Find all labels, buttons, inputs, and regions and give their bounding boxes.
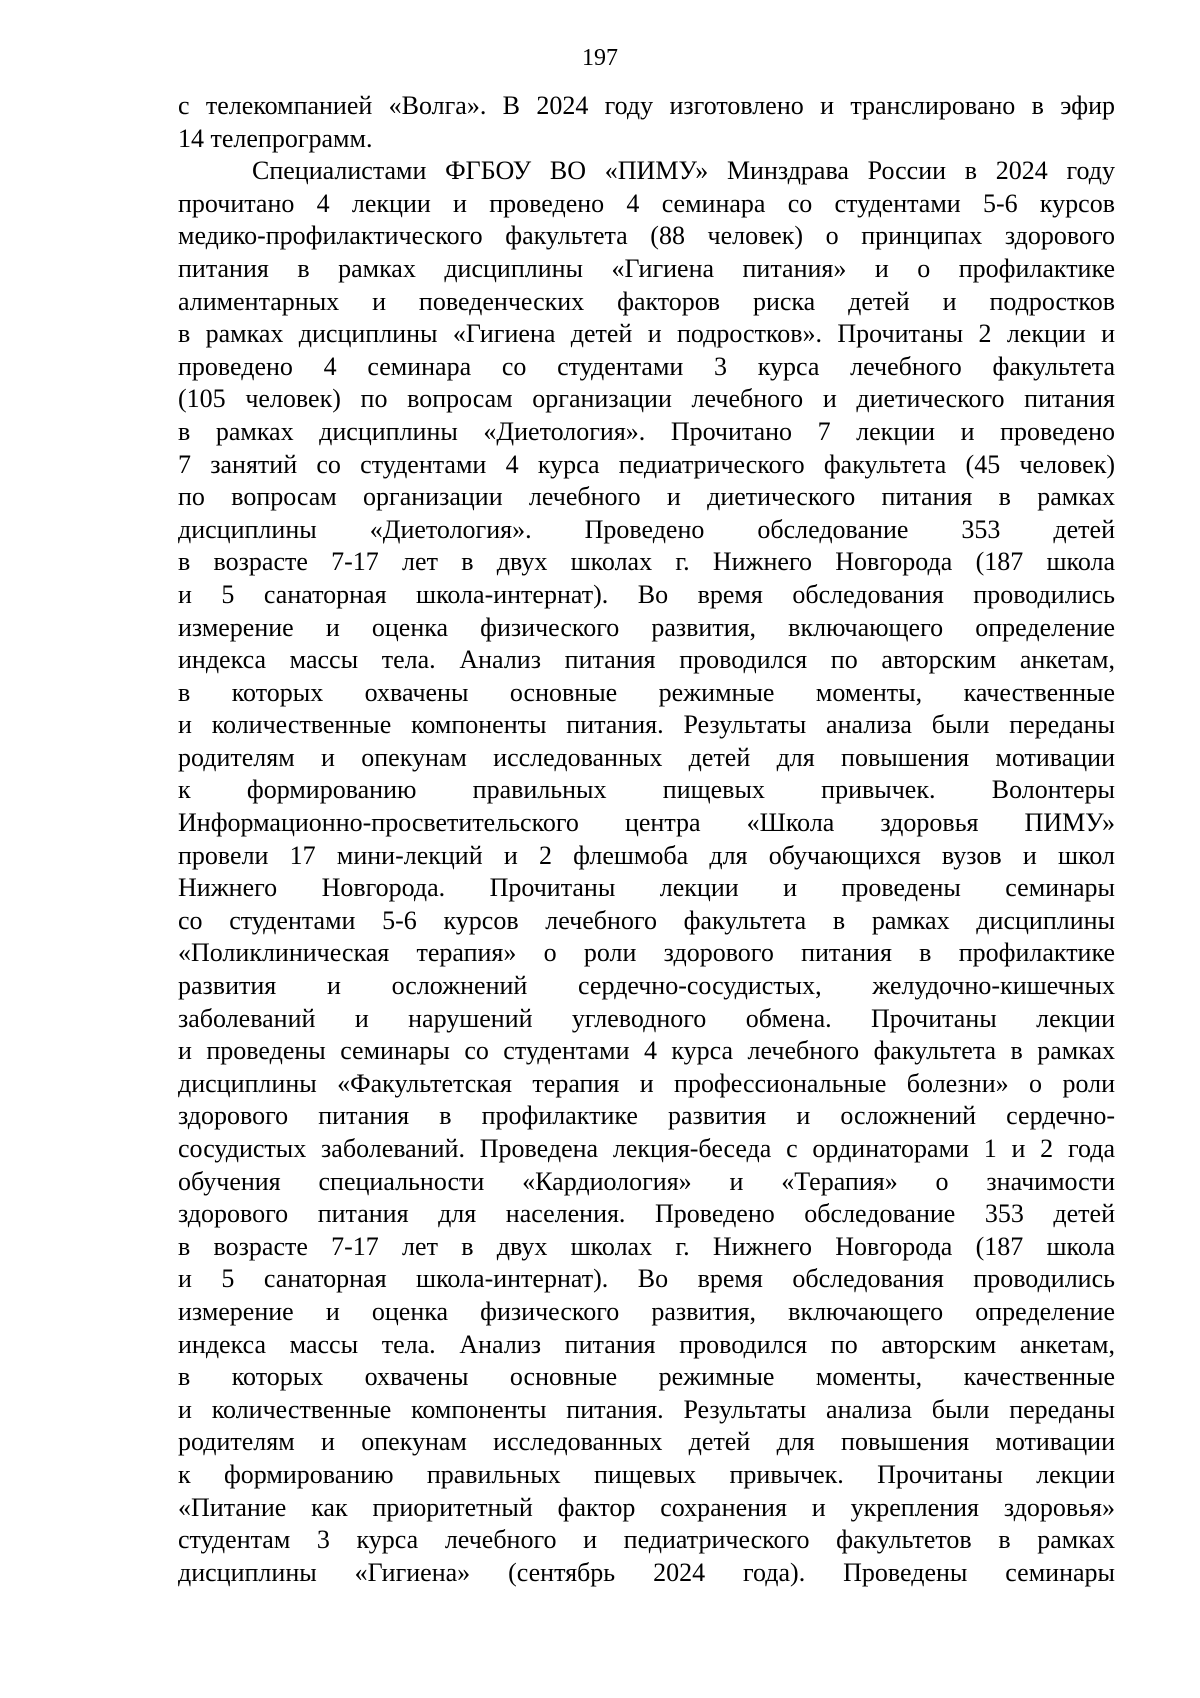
text-line: дисциплины «Диетология». Проведено обследование 353 детей <box>178 514 1115 544</box>
text-line: в возрасте 7-17 лет в двух школах г. Нижнего Новгорода (187 школа <box>178 1231 1115 1261</box>
page-number: 197 <box>582 45 618 71</box>
text-line: Нижнего Новгорода. Прочитаны лекции и проведены семинары <box>178 873 1115 903</box>
text-line: родителям и опекунам исследованных детей для повышения мотивации <box>178 1427 1115 1457</box>
text-line: в рамках дисциплины «Диетология». Прочитано 7 лекции и проведено <box>178 416 1115 446</box>
text-line: с телекомпанией «Волга». В 2024 году изготовлено и транслировано в эфир <box>178 91 1115 120</box>
text-line: со студентами 5-6 курсов лечебного факультета в рамках дисциплины <box>178 905 1115 935</box>
text-line: заболеваний и нарушений углеводного обмена. Прочитаны лекции <box>178 1003 1115 1033</box>
text-line: и проведены семинары со студентами 4 курса лечебного факультета в рамках <box>178 1036 1115 1066</box>
text-line: «Питание как приоритетный фактор сохранения и укрепления здоровья» <box>178 1492 1115 1522</box>
text-line: и количественные компоненты питания. Результаты анализа были переданы <box>178 710 1115 740</box>
text-line: индекса массы тела. Анализ питания проводился по авторским анкетам, <box>178 645 1115 675</box>
text-line: сосудистых заболеваний. Проведена лекция-беседа с ординаторами 1 и 2 года <box>178 1134 1115 1163</box>
text-line: алиментарных и поведенческих факторов риска детей и подростков <box>178 286 1115 316</box>
text-line: Информационно-просветительского центра «Школа здоровья ПИМУ» <box>178 808 1115 838</box>
text-line: «Поликлиническая терапия» о роли здорового питания в профилактике <box>178 938 1115 968</box>
text-line: студентам 3 курса лечебного и педиатрического факультетов в рамках <box>178 1525 1115 1555</box>
text-line: прочитано 4 лекции и проведено 4 семинара со студентами 5-6 курсов <box>178 188 1115 218</box>
text-line: медико-профилактического факультета (88 человек) о принципах здорового <box>178 221 1115 251</box>
text-line: развития и осложнений сердечно-сосудистых, желудочно-кишечных <box>178 971 1115 1001</box>
text-line: в которых охвачены основные режимные моменты, качественные <box>178 677 1115 707</box>
text-line: к формированию правильных пищевых привычек. Прочитаны лекции <box>178 1459 1115 1489</box>
text-line: обучения специальности «Кардиология» и «Терапия» о значимости <box>178 1166 1115 1196</box>
text-line: дисциплины «Гигиена» (сентябрь 2024 года). Проведены семинары <box>178 1557 1115 1587</box>
text-line: в рамках дисциплины «Гигиена детей и подростков». Прочитаны 2 лекции и <box>178 319 1115 349</box>
text-line: (105 человек) по вопросам организации лечебного и диетического питания <box>178 384 1115 414</box>
text-line: питания в рамках дисциплины «Гигиена питания» и о профилактике <box>178 253 1115 283</box>
text-line: здорового питания для населения. Проведено обследование 353 детей <box>178 1199 1115 1229</box>
text-line: родителям и опекунам исследованных детей для повышения мотивации <box>178 742 1115 772</box>
text-line: провели 17 мини-лекций и 2 флешмоба для обучающихся вузов и школ <box>178 840 1115 870</box>
text-line: к формированию правильных пищевых привычек. Волонтеры <box>178 775 1115 805</box>
text-line: в возрасте 7-17 лет в двух школах г. Нижнего Новгорода (187 школа <box>178 547 1115 577</box>
text-line: измерение и оценка физического развития, включающего определение <box>178 612 1115 642</box>
text-line: 7 занятий со студентами 4 курса педиатрического факультета (45 человек) <box>178 449 1115 479</box>
text-line: 14 телепрограмм. <box>178 123 373 153</box>
text-line: и 5 санаторная школа-интернат). Во время обследования проводились <box>178 1264 1115 1294</box>
text-line: здорового питания в профилактике развития и осложнений сердечно- <box>178 1101 1115 1131</box>
text-line: измерение и оценка физического развития, включающего определение <box>178 1296 1115 1326</box>
text-line: дисциплины «Факультетская терапия и профессиональные болезни» о роли <box>178 1068 1115 1098</box>
body-text <box>178 90 1115 1589</box>
text-line: в которых охвачены основные режимные моменты, качественные <box>178 1362 1115 1392</box>
text-line: проведено 4 семинара со студентами 3 курса лечебного факультета <box>178 351 1115 381</box>
text-line: и количественные компоненты питания. Результаты анализа были переданы <box>178 1394 1115 1424</box>
text-line: Специалистами ФГБОУ ВО «ПИМУ» Минздрава России в 2024 году <box>252 156 1115 186</box>
text-line: индекса массы тела. Анализ питания проводился по авторским анкетам, <box>178 1329 1115 1359</box>
text-line: и 5 санаторная школа-интернат). Во время обследования проводились <box>178 579 1115 609</box>
text-line: по вопросам организации лечебного и диетического питания в рамках <box>178 482 1115 512</box>
